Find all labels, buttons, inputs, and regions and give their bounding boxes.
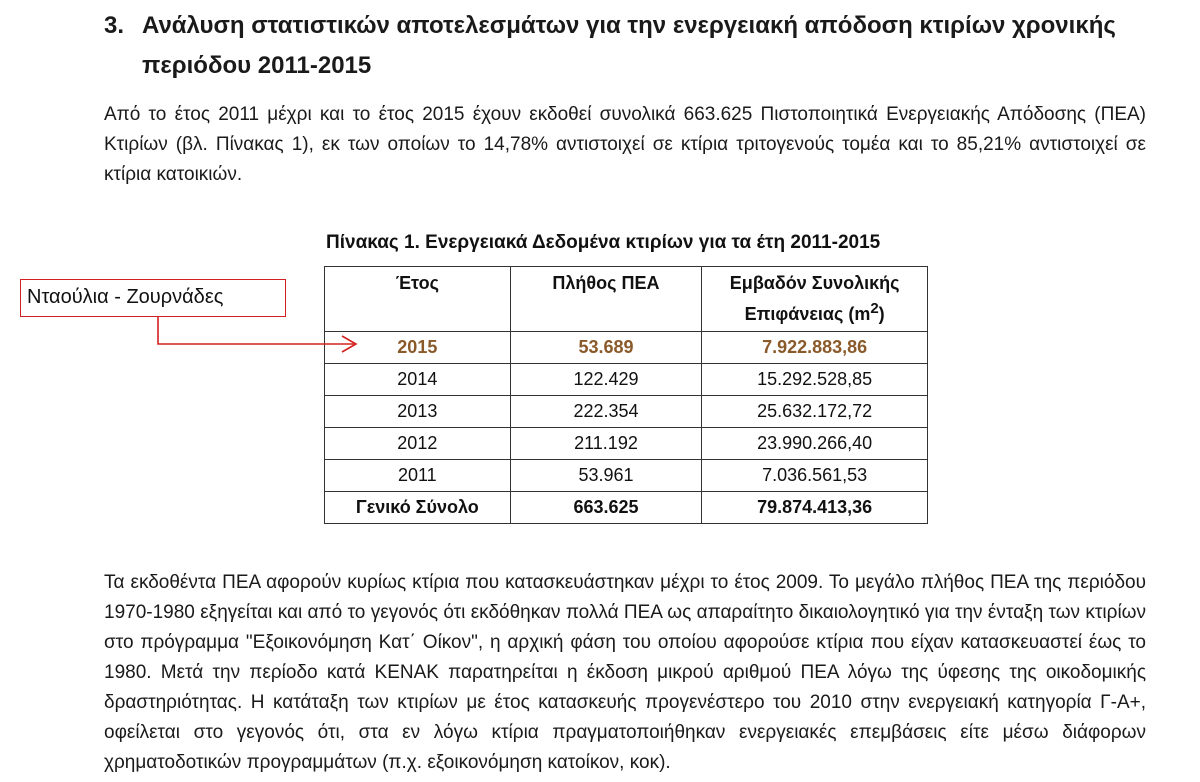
cell-area: 7.036.561,53	[702, 460, 928, 492]
cell-year: 2014	[325, 364, 511, 396]
cell-year: 2015	[325, 332, 511, 364]
cell-area: 7.922.883,86	[702, 332, 928, 364]
table-total-row	[325, 492, 928, 524]
cell-area: 25.632.172,72	[702, 396, 928, 428]
cell-count: 53.689	[510, 332, 702, 364]
table-caption: Πίνακας 1. Ενεργειακά Δεδομένα κτιρίων για τα έτη 2011-2015	[326, 232, 881, 253]
total-area: 79.874.413,36	[702, 492, 928, 524]
cell-count: 122.429	[510, 364, 702, 396]
cell-year: 2011	[325, 460, 511, 492]
cell-area: 15.292.528,85	[702, 364, 928, 396]
header-area-line1: Εμβαδόν Συνολικής	[729, 273, 900, 293]
section-title-line1: Ανάλυση στατιστικών αποτελεσμάτων για την ενεργειακή απόδοση κτιρίων χρονικής	[142, 12, 1116, 39]
cell-count: 211.192	[510, 428, 702, 460]
table-header-row	[325, 267, 928, 332]
total-count: 663.625	[510, 492, 702, 524]
energy-data-table	[324, 266, 928, 524]
section-title-line2: περιόδου 2011-2015	[142, 52, 372, 79]
table-row	[325, 396, 928, 428]
table-row	[325, 428, 928, 460]
total-label: Γενικό Σύνολο	[325, 492, 511, 524]
cell-count: 53.961	[510, 460, 702, 492]
cell-year: 2012	[325, 428, 511, 460]
cell-year: 2013	[325, 396, 511, 428]
header-area-sup: 2	[870, 300, 879, 317]
cell-area: 23.990.266,40	[702, 428, 928, 460]
table-row	[325, 364, 928, 396]
body-paragraph: Τα εκδοθέντα ΠΕΑ αφορούν κυρίως κτίρια που κατασκευάστηκαν μέχρι το έτος 2009. Το μεγάλο πλήθος ΠΕΑ της περιόδου 1970-1980 εξηγείται και από το γεγονός ότι εκδόθηκαν πολλά ΠΕΑ ως απαραίτητο δικαιολογητικό για την ένταξη των κτιρίων στο πρόγραμμα "Εξοικονόμηση Κατ΄ Οίκον", η αρχική φάση του οποίου αφορούσε κτίρια που είχαν κατασκευαστεί έως το 1980. Μετά την περίοδο κατά ΚΕΝΑΚ παρατηρείται η έκδοση μικρού αριθμού ΠΕΑ λόγω της ύφεσης της οικοδομικής δραστηριότητας. Η κατάταξη των κτιρίων με έτος κατασκευής προγενέστερο του 2010 στην ενεργειακή κατηγορία Γ-Α+, οφείλεται στο γεγονός ότι, στα εν λόγω κτίρια πραγματοποιήθηκαν ενεργειακές επεμβάσεις είτε μέσω διάφορων χρηματοδοτικών προγραμμάτων (π.χ. εξοικονόμηση κατοίκον, κοκ).	[104, 572, 1146, 773]
header-count: Πλήθος ΠΕΑ	[510, 267, 702, 332]
section-number: 3.	[104, 12, 125, 39]
header-area-close: )	[878, 304, 885, 324]
header-area-line2: Επιφάνειας (m	[744, 304, 871, 324]
intro-paragraph: Από το έτος 2011 μέχρι και το έτος 2015 έχουν εκδοθεί συνολικά 663.625 Πιστοποιητικά Ενεργειακής Απόδοσης (ΠΕΑ) Κτιρίων (βλ. Πίνακας 1), εκ των οποίων το 14,78% αντιστοιχεί σε κτίρια τριτογενούς τομέα και το 85,21% αντιστοιχεί σε κτίρια κατοικιών.	[104, 104, 1146, 185]
table-row	[325, 460, 928, 492]
cell-count: 222.354	[510, 396, 702, 428]
header-area	[702, 267, 928, 332]
table-row	[325, 332, 928, 364]
header-year: Έτος	[325, 267, 511, 332]
annotation-label: Νταούλια - Ζουρνάδες	[20, 279, 286, 317]
